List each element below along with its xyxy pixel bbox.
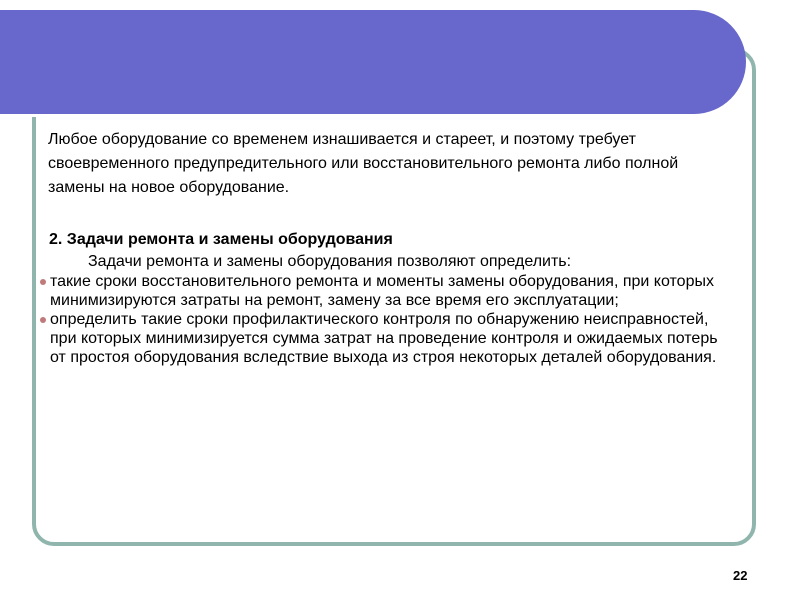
bullet-dot-icon: [40, 317, 46, 323]
bullet-list: [40, 272, 720, 367]
intro-paragraph: Любое оборудование со временем изнашивается и стареет, и поэтому требует своевременного предупредительного или восстановительного ремонта либо полной замены на новое оборудование.: [48, 131, 679, 196]
lead-paragraph: Задачи ремонта и замены оборудования позволяют определить:: [88, 253, 572, 270]
page-number: 22: [733, 568, 748, 583]
section-heading: 2. Задачи ремонта и замены оборудования: [49, 231, 393, 248]
list-item: [40, 272, 720, 310]
header-band: [0, 10, 746, 114]
bullet-dot-icon: [40, 279, 46, 285]
bullet-text: определить такие сроки профилактического контроля по обнаружению неисправностей, при которых минимизируется сумма затрат на проведение контроля и ожидаемых потерь от простоя оборудования вследствие выхода из строя некоторых деталей оборудования.: [50, 311, 718, 366]
list-item: [40, 310, 720, 367]
bullet-text: такие сроки восстановительного ремонта и моменты замены оборудования, при которых минимизируются затраты на ремонт, замену за все время его эксплуатации;: [50, 273, 714, 309]
header-divider: [0, 114, 706, 117]
